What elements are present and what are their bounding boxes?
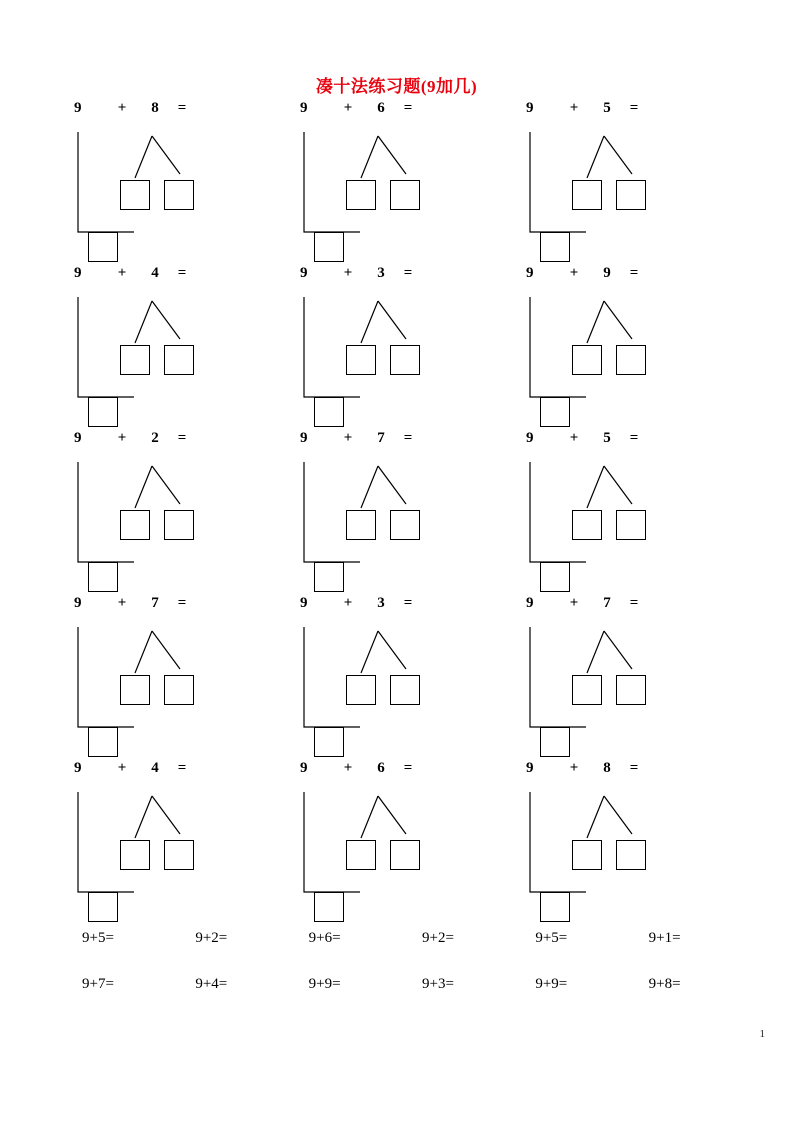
equals-sign: =: [177, 100, 187, 116]
plus-sign: +: [117, 430, 127, 446]
page-number: 1: [759, 1028, 765, 1040]
answer-box-part-a[interactable]: [572, 180, 602, 210]
exercise-row: [60, 265, 740, 430]
addend-2: 7: [603, 595, 611, 611]
addend-2: 5: [603, 430, 611, 446]
answer-box-part-a[interactable]: [572, 840, 602, 870]
exercise-item: [60, 265, 286, 430]
answer-box-part-a[interactable]: [572, 510, 602, 540]
addend-1: 9: [74, 595, 82, 611]
answer-box-part-a[interactable]: [572, 675, 602, 705]
split-fork-line: [568, 134, 668, 182]
plus-sign: +: [569, 595, 579, 611]
answer-box-result[interactable]: [314, 562, 344, 592]
plus-sign: +: [117, 760, 127, 776]
answer-box-part-b[interactable]: [390, 510, 420, 540]
exercise-item: [512, 760, 738, 925]
addend-2: 8: [603, 760, 611, 776]
exercise-item: [512, 430, 738, 595]
make-ten-diagram: [512, 287, 738, 427]
exercise-item: [286, 265, 512, 430]
equals-sign: =: [629, 100, 639, 116]
addend-1: 9: [300, 265, 308, 281]
addend-1: 9: [300, 100, 308, 116]
answer-box-part-b[interactable]: [164, 840, 194, 870]
answer-box-result[interactable]: [88, 892, 118, 922]
plus-sign: +: [569, 760, 579, 776]
addend-1: 9: [526, 100, 534, 116]
equation: [286, 265, 512, 287]
plus-sign: +: [343, 265, 353, 281]
answer-box-part-b[interactable]: [164, 345, 194, 375]
answer-box-part-b[interactable]: [616, 675, 646, 705]
equation: [286, 595, 512, 617]
plain-problems-section: [60, 930, 740, 1022]
equals-sign: =: [403, 760, 413, 776]
answer-box-result[interactable]: [540, 232, 570, 262]
equation: [60, 265, 286, 287]
addend-1: 9: [300, 430, 308, 446]
answer-box-part-a[interactable]: [346, 345, 376, 375]
make-ten-diagram: [60, 452, 286, 592]
answer-box-part-b[interactable]: [390, 180, 420, 210]
answer-box-part-a[interactable]: [120, 675, 150, 705]
answer-box-result[interactable]: [540, 727, 570, 757]
make-ten-diagram: [512, 452, 738, 592]
equals-sign: =: [177, 430, 187, 446]
equals-sign: =: [629, 595, 639, 611]
equation: [60, 100, 286, 122]
addend-1: 9: [74, 100, 82, 116]
addend-2: 7: [151, 595, 159, 611]
answer-box-part-a[interactable]: [346, 675, 376, 705]
split-fork-line: [568, 464, 668, 512]
exercise-row: [60, 430, 740, 595]
answer-box-result[interactable]: [88, 562, 118, 592]
answer-box-part-b[interactable]: [616, 180, 646, 210]
answer-box-part-a[interactable]: [572, 345, 602, 375]
split-fork-line: [342, 794, 442, 842]
make-ten-diagram: [286, 452, 512, 592]
answer-box-result[interactable]: [314, 892, 344, 922]
addend-1: 9: [74, 265, 82, 281]
addend-1: 9: [74, 430, 82, 446]
make-ten-diagram: [286, 122, 512, 262]
make-ten-diagram: [60, 617, 286, 757]
page-title: 凑十法练习题(9加几): [315, 77, 478, 96]
answer-box-part-b[interactable]: [390, 345, 420, 375]
split-fork-line: [116, 464, 216, 512]
equation: [60, 595, 286, 617]
plus-sign: +: [569, 265, 579, 281]
answer-box-part-a[interactable]: [120, 840, 150, 870]
make-ten-diagram: [60, 287, 286, 427]
addend-1: 9: [300, 760, 308, 776]
addend-1: 9: [526, 430, 534, 446]
equals-sign: =: [629, 430, 639, 446]
addend-2: 6: [377, 100, 385, 116]
addend-1: 9: [300, 595, 308, 611]
plus-sign: +: [343, 430, 353, 446]
split-fork-line: [342, 299, 442, 347]
plain-problem[interactable]: 9+5=: [82, 930, 114, 946]
plus-sign: +: [117, 265, 127, 281]
answer-box-part-a[interactable]: [120, 510, 150, 540]
make-ten-diagram: [512, 617, 738, 757]
answer-box-result[interactable]: [88, 397, 118, 427]
addend-1: 9: [526, 595, 534, 611]
answer-box-part-b[interactable]: [164, 180, 194, 210]
addend-1: 9: [526, 760, 534, 776]
equation: [60, 760, 286, 782]
equals-sign: =: [403, 430, 413, 446]
plain-problem[interactable]: 9+4=: [195, 976, 228, 992]
answer-box-part-b[interactable]: [616, 345, 646, 375]
addend-2: 4: [151, 265, 159, 281]
equals-sign: =: [177, 760, 187, 776]
exercise-row: [60, 760, 740, 925]
answer-box-part-b[interactable]: [390, 840, 420, 870]
answer-box-part-a[interactable]: [120, 180, 150, 210]
equation: [512, 430, 738, 452]
answer-box-part-a[interactable]: [346, 510, 376, 540]
exercise-item: [60, 430, 286, 595]
exercise-item: [512, 265, 738, 430]
equals-sign: =: [629, 265, 639, 281]
plain-problem[interactable]: 9+9=: [535, 976, 568, 992]
plus-sign: +: [117, 100, 127, 116]
plain-problem[interactable]: 9+8=: [648, 976, 681, 992]
addend-2: 9: [603, 265, 611, 281]
make-ten-diagram: [286, 782, 512, 922]
exercise-item: [286, 100, 512, 265]
make-ten-diagram: [512, 122, 738, 262]
make-ten-diagram: [60, 782, 286, 922]
exercise-item: [286, 430, 512, 595]
exercise-item: [60, 595, 286, 760]
plain-problem[interactable]: 9+9=: [308, 976, 341, 992]
plus-sign: +: [569, 100, 579, 116]
split-fork-line: [342, 134, 442, 182]
answer-box-part-a[interactable]: [346, 180, 376, 210]
answer-box-result[interactable]: [540, 397, 570, 427]
split-fork-line: [116, 629, 216, 677]
split-fork-line: [116, 299, 216, 347]
exercise-item: [286, 595, 512, 760]
answer-box-part-a[interactable]: [346, 840, 376, 870]
addend-2: 8: [151, 100, 159, 116]
equals-sign: =: [403, 595, 413, 611]
equation: [286, 430, 512, 452]
exercise-item: [512, 100, 738, 265]
equation: [512, 100, 738, 122]
answer-box-part-b[interactable]: [616, 840, 646, 870]
plus-sign: +: [117, 595, 127, 611]
equation: [512, 595, 738, 617]
equation: [512, 760, 738, 782]
answer-box-result[interactable]: [540, 892, 570, 922]
make-ten-diagram: [286, 287, 512, 427]
answer-box-result[interactable]: [540, 562, 570, 592]
addend-2: 3: [377, 595, 385, 611]
split-fork-line: [568, 299, 668, 347]
equals-sign: =: [403, 100, 413, 116]
plus-sign: +: [343, 595, 353, 611]
plain-problem-row: [60, 976, 740, 1022]
plain-problem[interactable]: 9+2=: [195, 930, 228, 946]
plain-problem[interactable]: 9+2=: [421, 930, 454, 946]
answer-box-part-b[interactable]: [164, 675, 194, 705]
equals-sign: =: [403, 265, 413, 281]
addend-1: 9: [74, 760, 82, 776]
addend-2: 6: [377, 760, 385, 776]
answer-box-part-b[interactable]: [616, 510, 646, 540]
plain-problem[interactable]: 9+3=: [421, 976, 454, 992]
split-fork-line: [568, 629, 668, 677]
addend-1: 9: [526, 265, 534, 281]
answer-box-part-b[interactable]: [390, 675, 420, 705]
addend-2: 2: [151, 430, 159, 446]
plain-problem[interactable]: 9+7=: [82, 976, 114, 992]
plain-problem-row: [60, 930, 740, 976]
equation: [512, 265, 738, 287]
split-fork-line: [342, 464, 442, 512]
plain-problem[interactable]: 9+5=: [535, 930, 568, 946]
split-fork-line: [116, 794, 216, 842]
split-fork-line: [116, 134, 216, 182]
exercise-item: [60, 760, 286, 925]
make-ten-diagram: [60, 122, 286, 262]
equals-sign: =: [177, 595, 187, 611]
equals-sign: =: [177, 265, 187, 281]
make-ten-diagram: [286, 617, 512, 757]
exercise-item: [286, 760, 512, 925]
plus-sign: +: [343, 760, 353, 776]
addend-2: 4: [151, 760, 159, 776]
exercise-row: [60, 595, 740, 760]
exercise-row: [60, 100, 740, 265]
equation: [286, 100, 512, 122]
answer-box-part-b[interactable]: [164, 510, 194, 540]
answer-box-result[interactable]: [314, 397, 344, 427]
equation: [286, 760, 512, 782]
exercise-grid: [60, 100, 740, 925]
addend-2: 3: [377, 265, 385, 281]
split-fork-line: [568, 794, 668, 842]
answer-box-result[interactable]: [314, 232, 344, 262]
answer-box-result[interactable]: [88, 232, 118, 262]
equation: [60, 430, 286, 452]
plus-sign: +: [343, 100, 353, 116]
addend-2: 7: [377, 430, 385, 446]
plus-sign: +: [569, 430, 579, 446]
plain-problem[interactable]: 9+1=: [648, 930, 681, 946]
answer-box-part-a[interactable]: [120, 345, 150, 375]
split-fork-line: [342, 629, 442, 677]
answer-box-result[interactable]: [314, 727, 344, 757]
addend-2: 5: [603, 100, 611, 116]
exercise-item: [512, 595, 738, 760]
plain-problem[interactable]: 9+6=: [308, 930, 341, 946]
equals-sign: =: [629, 760, 639, 776]
make-ten-diagram: [512, 782, 738, 922]
answer-box-result[interactable]: [88, 727, 118, 757]
exercise-item: [60, 100, 286, 265]
